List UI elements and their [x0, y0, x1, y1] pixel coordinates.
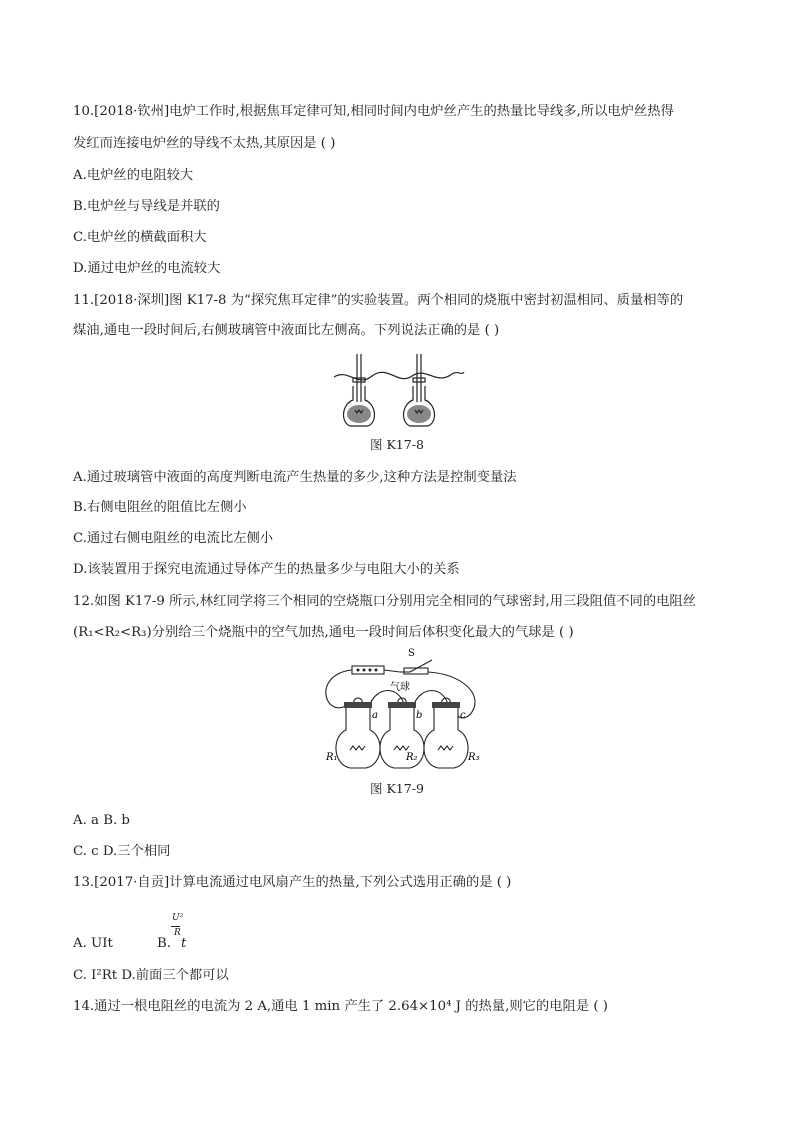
q10-stem-line1: 10.[2018·钦州]电炉工作时,根据焦耳定律可知,相同时间内电炉丝产生的热量比导线多,所以电炉丝热得 — [73, 104, 674, 119]
switch-label: S — [408, 648, 415, 659]
label-b: b — [416, 710, 423, 721]
fraction-bar — [171, 926, 180, 927]
q13-option-b-denominator: R — [174, 928, 181, 938]
q12-options-line1: A. a B. b — [73, 813, 130, 828]
label-r2: R₂ — [406, 752, 418, 763]
q12-options-line2: C. c D.三个相同 — [73, 844, 171, 859]
q13-stem: 13.[2017·自贡]计算电流通过电风扇产生的热量,下列公式选用正确的是 ( ) — [73, 875, 512, 890]
q14-stem: 14.通过一根电阻丝的电流为 2 A,通电 1 min 产生了 2.64×10⁴ J 的热量,则它的电阻是 ( ) — [73, 999, 608, 1014]
q11-option-b: B.右侧电阻丝的阻值比左侧小 — [73, 500, 247, 515]
q10-option-c: C.电炉丝的横截面积大 — [73, 230, 207, 245]
balloon-label: 气球 — [390, 682, 410, 693]
label-c: c — [460, 710, 466, 721]
q10-option-b: B.电炉丝与导线是并联的 — [73, 199, 220, 214]
q11-stem-line2: 煤油,通电一段时间后,右侧玻璃管中液面比左侧高。下列说法正确的是 ( ) — [73, 323, 500, 338]
label-r3: R₃ — [468, 752, 480, 763]
q12-figure-caption: 图 K17-9 — [370, 781, 424, 796]
q11-stem-line1: 11.[2018·深圳]图 K17-8 为“探究焦耳定律”的实验装置。两个相同的烧瓶中密封初温相同、质量相等的 — [73, 293, 684, 308]
label-r1: R₁ — [326, 752, 338, 763]
q13-option-b-numerator: U² — [172, 913, 184, 923]
label-a: a — [372, 710, 378, 721]
q13-option-b-t: t — [181, 936, 187, 951]
q12-stem-line2: (R₁<R₂<R₃)分别给三个烧瓶中的空气加热,通电一段时间后体积变化最大的气球是 ( ) — [73, 625, 574, 640]
q10-stem-line2: 发红而连接电炉丝的导线不太热,其原因是 ( ) — [73, 136, 336, 151]
q10-option-a: A.电炉丝的电阻较大 — [73, 168, 194, 183]
q11-option-d: D.该装置用于探究电流通过导体产生的热量多少与电阻大小的关系 — [73, 562, 460, 577]
q11-figure-caption: 图 K17-8 — [370, 437, 424, 452]
q13-options-line2: C. I²Rt D.前面三个都可以 — [73, 968, 229, 983]
q11-option-a: A.通过玻璃管中液面的高度判断电流产生热量的多少,这种方法是控制变量法 — [73, 470, 517, 485]
figure-k17-8 — [328, 350, 468, 430]
q10-option-d: D.通过电炉丝的电流较大 — [73, 261, 221, 276]
q13-option-a: A. UIt — [73, 936, 113, 951]
q13-option-b-prefix: B. — [157, 936, 171, 951]
q12-stem-line1: 12.如图 K17-9 所示,林红同学将三个相同的空烧瓶口分别用完全相同的气球密封,用三段阻值不同的电阻丝 — [73, 594, 697, 609]
figure-k17-9 — [318, 646, 488, 774]
q11-option-c: C.通过右侧电阻丝的电流比左侧小 — [73, 531, 274, 546]
